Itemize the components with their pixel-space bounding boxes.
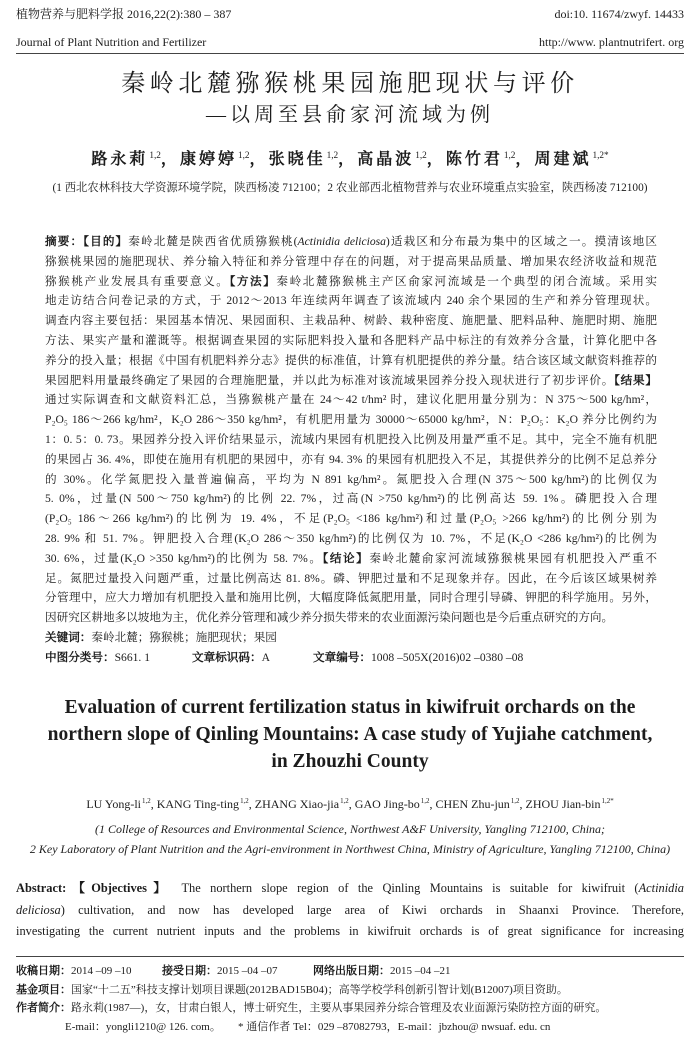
author-separator: ， bbox=[338, 151, 358, 168]
author-affiliation-mark: 1,2* bbox=[601, 797, 614, 805]
fund-label: 基金项目： bbox=[16, 983, 71, 996]
journal-citation-cn: 植物营养与肥料学报 2016,22(2):380 – 387 bbox=[16, 7, 232, 21]
author-separator: , bbox=[348, 797, 355, 811]
abstract-text: 因研究区耕地多以坡地为主，优化养分管理和减少养分损失带来的农业面源污染问题也是今后重点研究的方向。 bbox=[45, 611, 614, 625]
abstract-text: 调查内容主要包括：果园基本情况、果园面积、主栽品种、树龄、栽种密度、施肥量、肥料品种、施肥时期、施肥 bbox=[45, 314, 657, 328]
author-name: 周建斌 bbox=[534, 151, 592, 168]
accepted-label: 接受日期： bbox=[162, 965, 217, 977]
section-label: 【方法】 bbox=[229, 274, 277, 288]
received-value: 2014 –09 –10 bbox=[71, 965, 132, 977]
abstract-text: 28. 9% 和 51. 7%。钾肥投入合理(K₂O 286～350 kg/hm²)的比例仅为 10. 7%，不足(K₂O <286 kg/hm²)的比例为 bbox=[45, 531, 657, 545]
abstract-cn-line bbox=[45, 371, 657, 391]
author-affiliation-mark: 1,2 bbox=[340, 797, 349, 805]
affiliation-en-line: 2 Key Laboratory of Plant Nutrition and the Agri-environment in Northwest China, Ministry of Agriculture, Yangling 712100, China) bbox=[29, 842, 671, 856]
author-separator: , bbox=[429, 797, 436, 811]
received-label: 收稿日期： bbox=[16, 965, 71, 977]
journal-url: http://www. plantnutrifert. org bbox=[539, 35, 684, 49]
article-id bbox=[313, 648, 523, 668]
corresponding-author: * 通信作者 Tel：029 –87082793，E-mail：jbzhou@ nwsuaf. edu. cn bbox=[238, 1020, 551, 1033]
article-id-value: 1008 –505X(2016)02 –0380 –08 bbox=[370, 650, 524, 664]
keywords-cn bbox=[45, 628, 657, 648]
online-date bbox=[313, 962, 451, 981]
accepted-value: 2015 –04 –07 bbox=[217, 965, 278, 977]
abstract-cn-line bbox=[45, 272, 657, 292]
title-en-line: in Zhouzhi County bbox=[271, 751, 429, 772]
title-cn: 秦岭北麓猕猴桃果园施肥现状与评价 bbox=[121, 71, 579, 97]
author-affiliation-mark: 1,2 bbox=[149, 150, 161, 161]
abstract-cn-line bbox=[45, 390, 657, 410]
author-name: GAO Jing-bo bbox=[354, 797, 420, 811]
abstract-text: )适栽区和分布最为集中的区域之一。摸清该地区 bbox=[385, 235, 657, 248]
running-header-bottom bbox=[16, 34, 684, 50]
bio-line bbox=[16, 999, 684, 1018]
abstract-cn-line bbox=[45, 529, 657, 549]
author-name: 路永莉 bbox=[91, 151, 149, 168]
abstract-cn-line bbox=[45, 569, 657, 589]
abstract-cn-line bbox=[45, 608, 657, 628]
species-name: Actinidia bbox=[638, 881, 684, 895]
author-affiliation-mark: 1,2 bbox=[142, 797, 151, 805]
abstract-text: ) cultivation, and now has developed large area of Kiwi orchards in Shaanxi Province. Therefore, bbox=[60, 902, 684, 917]
footnotes bbox=[16, 962, 684, 1036]
author-separator: ， bbox=[249, 151, 269, 168]
abstract-text: 秦岭北麓猕猴桃主产区俞家河流域是一个典型的闭合流域。采用实 bbox=[276, 274, 657, 288]
abstract-text: P₂O₅ 186～266 kg/hm²，K₂O 286～350 kg/hm²，有机肥用量为 30000～65000 kg/hm²，N：P₂O₅：K₂O 养分比例约为 bbox=[45, 413, 657, 427]
abstract-en-line bbox=[16, 878, 684, 900]
author-name: ZHANG Xiao-jia bbox=[254, 797, 340, 811]
abstract-text: (P₂O₅ 186～266 kg/hm²)的比例为 19. 4%，不足(P₂O₅ <186 kg/hm²)和过量(P₂O₅ >266 kg/hm²)的比例分别为 bbox=[45, 512, 657, 526]
fund-line bbox=[16, 981, 684, 1000]
abstract-text: 分管理中，应大力增加有机肥投入量和施用比例，大幅度降低氮肥用量，同时合理引导磷、钾肥的科学施用。另外， bbox=[45, 591, 657, 605]
journal-name-en: Journal of Plant Nutrition and Fertilizer bbox=[16, 35, 207, 49]
abstract-text: 足。氮肥过量投入问题严重，过量比例高达 81. 8%。磷、钾肥过量和不足现象并存。因此，在今后该区域果树养 bbox=[45, 571, 657, 585]
title-en-line: Evaluation of current fertilization status in kiwifruit orchards on the bbox=[64, 697, 636, 718]
author-list-cn bbox=[16, 150, 684, 170]
classification-line bbox=[45, 648, 657, 668]
fund-text: 国家“十二五”科技支撑计划项目课题(2012BAD15B04)；高等学校学科创新引智计划(B12007)项目资助。 bbox=[71, 983, 568, 996]
author-affiliation-mark: 1,2 bbox=[240, 797, 249, 805]
abstract-text: 的果园占 36. 4%，即使在施用有机肥的果园中，亦有 94. 3% 的果园有机肥投入不足，其提供养分的比例不足总养分 bbox=[45, 452, 657, 466]
clc-label: 中图分类号： bbox=[45, 650, 115, 664]
author-name: 张晓佳 bbox=[268, 151, 326, 168]
document-code-value: A bbox=[261, 650, 270, 664]
author-affiliation-mark: 1,2 bbox=[420, 797, 430, 805]
abstract-cn-line bbox=[45, 470, 657, 490]
abstract-cn-body bbox=[45, 232, 657, 628]
bio-label: 作者简介： bbox=[16, 1002, 71, 1014]
author-separator: , bbox=[519, 797, 526, 811]
dates-line bbox=[16, 962, 684, 981]
affiliation-en bbox=[16, 819, 684, 859]
section-label: 摘要：【目的】 bbox=[45, 235, 129, 248]
abstract-text: 果园肥料用量最终确定了果园的合理施肥量，并以此为标准对该流域果园养分投入现状进行了初步评价。 bbox=[45, 373, 615, 387]
abstract-text: 5. 0%，过量(N 500～750 kg/hm²)的比例 22. 7%，过高(N >750 kg/hm²)的比例高达 59. 1%。磷肥投入合理 bbox=[45, 492, 657, 506]
abstract-cn-line bbox=[45, 549, 657, 569]
species-name: deliciosa bbox=[16, 902, 61, 917]
keywords-text: 秦岭北麓；猕猴桃；施肥现状；果园 bbox=[91, 630, 277, 644]
abstract-cn-line bbox=[45, 232, 657, 252]
section-label: 【结论】 bbox=[322, 551, 370, 565]
author-separator: ， bbox=[515, 151, 535, 168]
document-code bbox=[192, 648, 313, 668]
affiliation-cn: (1 西北农林科技大学资源环境学院，陕西杨凌 712100；2 农业部西北植物营养与农业环境重点实验室，陕西杨凌 712100) bbox=[52, 182, 648, 194]
abstract-cn-line bbox=[45, 252, 657, 272]
abstract-text: 地走访结合问卷记录的方式，于 2012～2013 年连续两年调查了该流域内 240 余个果园的生产和养分管理现状。 bbox=[45, 294, 657, 308]
bio-text: 路永莉(1987—)，女，甘肃白银人，博士研究生，主要从事果园养分综合管理及农业面源污染防控方面的研究。 bbox=[71, 1002, 607, 1014]
title-en-line: northern slope of Qinling Mountains: A case study of Yujiahe catchment, bbox=[47, 724, 653, 745]
abstract-text: investigating the current nutrient inputs and the problems in kiwifruit orchards is of great significance for increasing bbox=[16, 924, 684, 938]
author-affiliation-mark: 1,2 bbox=[503, 150, 516, 161]
keywords-label: 关键词： bbox=[45, 630, 92, 644]
abstract-text: 30. 6%，过量(K₂O >350 kg/hm²)的比例为 58. 7%。 bbox=[45, 551, 323, 565]
doi: doi:10. 11674/zwyf. 14433 bbox=[554, 7, 684, 21]
author-separator: ， bbox=[426, 151, 446, 168]
author-email: E-mail：yongli1210@ 126. com。 bbox=[65, 1020, 221, 1033]
abstract-text: 养分的投入量；根据《中国有机肥料养分志》提供的标准值，计算有机肥提供的养分量。结合该区域文献资料推荐的 bbox=[45, 353, 657, 367]
abstract-cn-line bbox=[45, 489, 657, 509]
abstract-text: 的 30%。化学氮肥投入量普遍偏高，平均为 N 891 kg/hm²。氮肥投入合理(N 375～500 kg/hm²)的比例仅为 bbox=[45, 472, 657, 486]
article-id-label: 文章编号： bbox=[313, 650, 371, 664]
footnote-rule bbox=[16, 956, 684, 957]
abstract-text: 1：0. 5：0. 73。果园养分投入评价结果显示，流域内果园有机肥投入比例及用量严重不足。其中，完全不施有机肥 bbox=[45, 432, 657, 446]
author-separator: , bbox=[248, 797, 255, 811]
author-affiliation-mark: 1,2* bbox=[592, 150, 609, 161]
abstract-cn-line bbox=[45, 410, 657, 430]
received-date bbox=[16, 962, 162, 981]
author-list-en bbox=[16, 796, 684, 812]
header-rule bbox=[16, 53, 684, 54]
abstract-cn-line bbox=[45, 588, 657, 608]
accepted-date bbox=[162, 962, 313, 981]
abstract-text: 秦岭北麓俞家河流域猕猴桃果园有机肥投入严重不 bbox=[369, 551, 657, 565]
abstract-text: 猕猴桃果园的施肥现状、养分输入特征和养分管理中存在的问题，对于提高果品质量、增加果农经济收益和规范 bbox=[45, 254, 657, 268]
author-name: KANG Ting-ting bbox=[156, 797, 240, 811]
abstract-cn-line bbox=[45, 331, 657, 351]
section-label: 【Objectives】 bbox=[66, 881, 173, 895]
abstract-cn-line bbox=[45, 430, 657, 450]
abstract-en-line bbox=[16, 921, 684, 943]
author-affiliation-mark: 1,2 bbox=[510, 797, 520, 805]
author-affiliation-mark: 1,2 bbox=[237, 150, 250, 161]
species-name: Actinidia deliciosa bbox=[297, 235, 386, 248]
abstract-text: 猕猴桃产业发展具有重要意义。 bbox=[45, 274, 230, 288]
online-value: 2015 –04 –21 bbox=[390, 965, 451, 977]
clc-number bbox=[45, 648, 192, 668]
author-affiliation-mark: 1,2 bbox=[415, 150, 427, 161]
author-affiliation-mark: 1,2 bbox=[326, 150, 339, 161]
affiliation-en-line: (1 College of Resources and Environmental Science, Northwest A&F University, Yangling 712100, China; bbox=[94, 822, 606, 836]
author-name: CHEN Zhu-jun bbox=[435, 797, 510, 811]
author-name: 高晶波 bbox=[357, 151, 415, 168]
abstract-text: The northern slope region of the Qinling Mountains is suitable for kiwifruit ( bbox=[172, 881, 639, 895]
abstract-text: 方法、果实产量和灌溉等。根据调查果园的实际肥料投入量和各肥料产品中标注的有效养分含量，计算化肥中各 bbox=[45, 333, 657, 347]
clc-value: S661. 1 bbox=[114, 650, 151, 664]
abstract-en bbox=[16, 878, 684, 943]
title-en bbox=[16, 694, 684, 775]
section-label: Abstract: bbox=[16, 881, 67, 895]
abstract-cn-line bbox=[45, 450, 657, 470]
author-name: 康婷婷 bbox=[179, 151, 237, 168]
contact-line bbox=[16, 1018, 684, 1037]
abstract-cn bbox=[45, 232, 657, 668]
document-code-label: 文章标识码： bbox=[192, 650, 262, 664]
author-separator: ， bbox=[160, 151, 180, 168]
author-name: 陈竹君 bbox=[445, 151, 503, 168]
abstract-text: 通过实际调查和文献资料汇总，当猕猴桃产量在 24～42 t/hm² 时，建议化肥用量分别为：N 375～500 kg/hm²， bbox=[45, 393, 657, 407]
online-label: 网络出版日期： bbox=[313, 965, 390, 977]
author-name: LU Yong-li bbox=[86, 797, 141, 811]
abstract-en-line bbox=[16, 900, 684, 922]
running-header-top bbox=[16, 6, 684, 22]
abstract-cn-line bbox=[45, 351, 657, 371]
abstract-cn-line bbox=[45, 509, 657, 529]
author-separator: , bbox=[150, 797, 157, 811]
section-label: 【结果】 bbox=[614, 373, 657, 387]
author-name: ZHOU Jian-bin bbox=[525, 797, 601, 811]
subtitle-cn: —以周至县俞家河流域为例 bbox=[206, 104, 494, 126]
abstract-cn-line bbox=[45, 291, 657, 311]
abstract-text: 秦岭北麓是陕西省优质猕猴桃( bbox=[128, 235, 298, 248]
abstract-cn-line bbox=[45, 311, 657, 331]
